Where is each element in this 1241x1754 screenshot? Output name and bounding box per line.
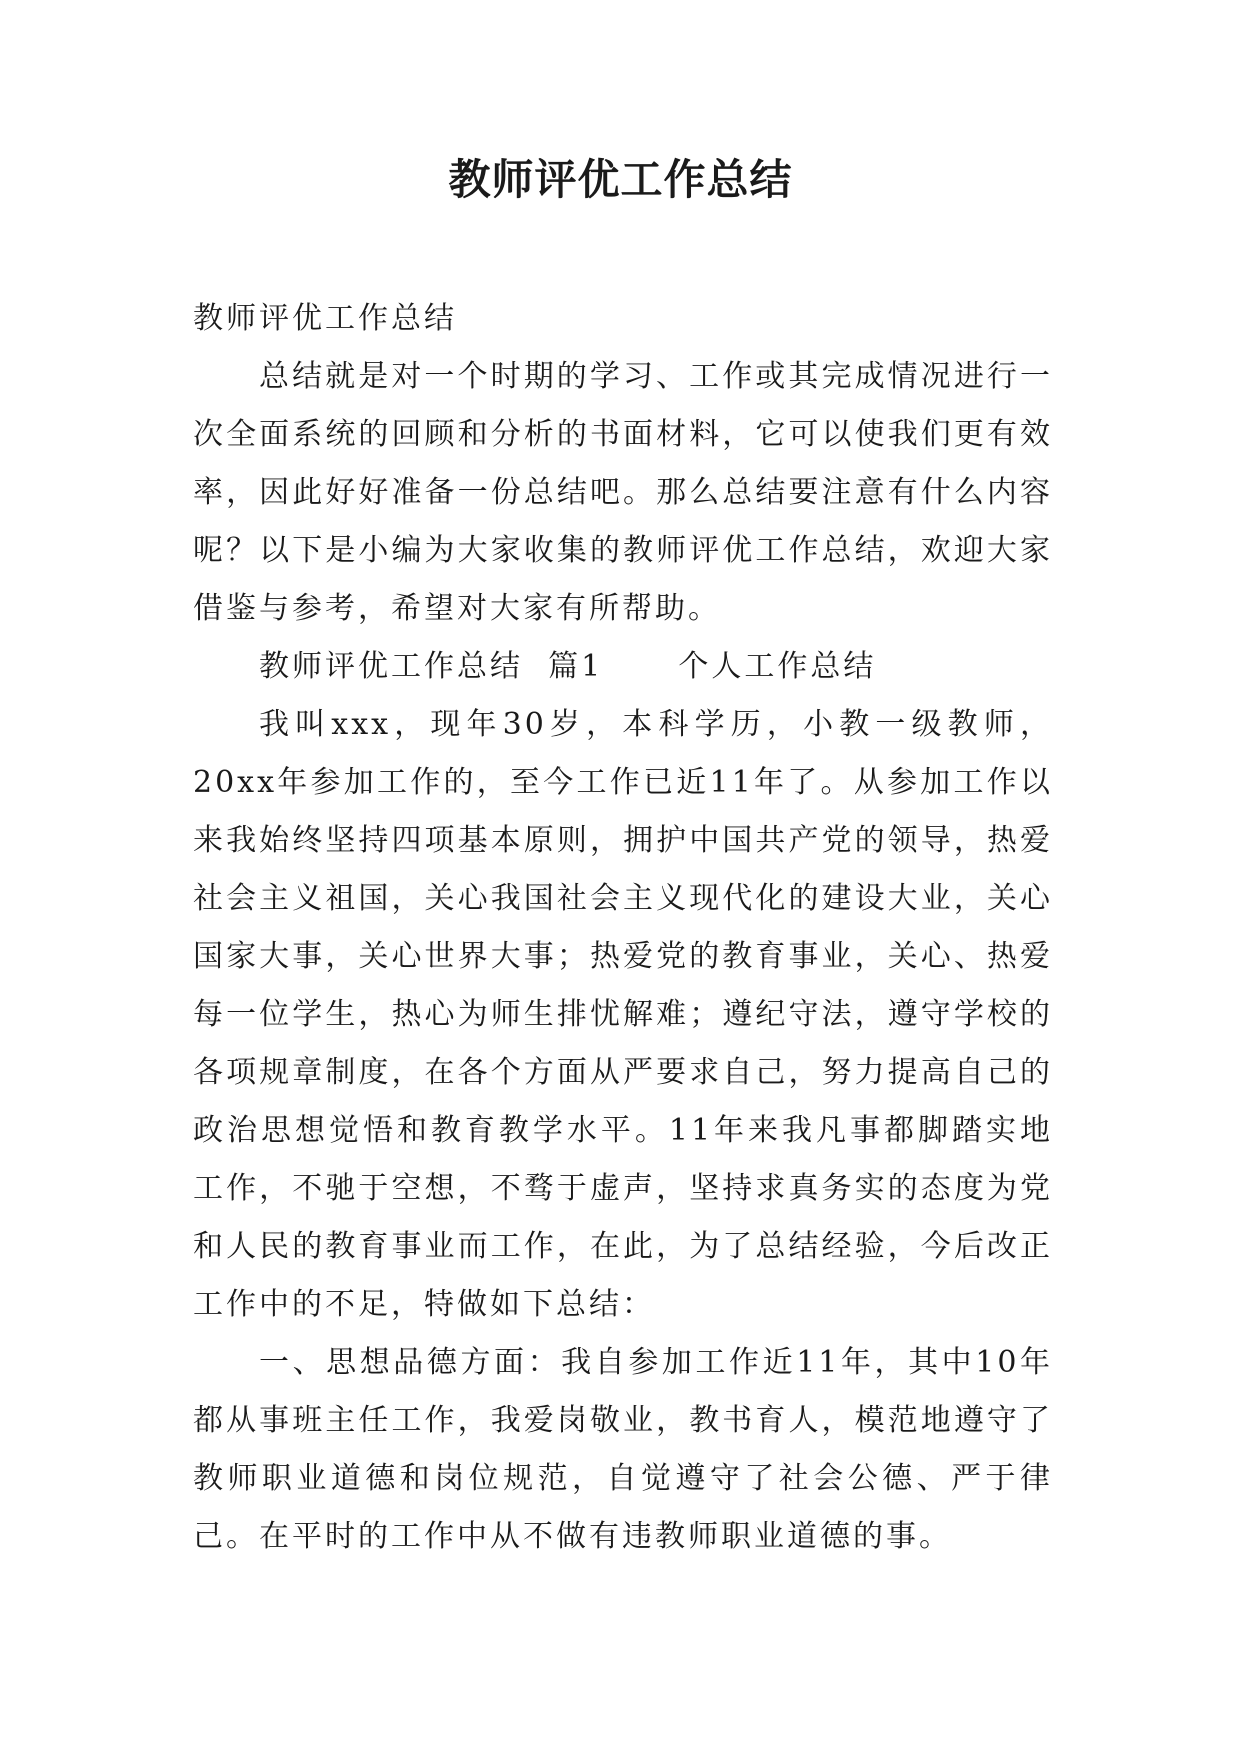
- body-paragraph: 一、思想品德方面：我自参加工作近11年，其中10年都从事班主任工作，我爱岗敬业，教书育人，模范地遵守了教师职业道德和岗位规范，自觉遵守了社会公德、严于律己。在平时的工作中从不做有违教师职业道德的事。: [193, 1345, 1053, 1554]
- document-subtitle: 教师评优工作总结: [193, 301, 457, 336]
- body-paragraph: 我叫xxx，现年30岁，本科学历，小教一级教师，20xx年参加工作的，至今工作已近11年了。从参加工作以来我始终坚持四项基本原则，拥护中国共产党的领导，热爱社会主义祖国，关心我国社会主义现代化的建设大业，关心国家大事，关心世界大事；热爱党的教育事业，关心、热爱每一位学生，热心为师生排忧解难；遵纪守法，遵守学校的各项规章制度，在各个方面从严要求自己，努力提高自己的政治思想觉悟和教育教学水平。11年来我凡事都脚踏实地工作，不驰于空想，不骛于虚声，坚持求真务实的态度为党和人民的教育事业而工作，在此，为了总结经验，今后改正工作中的不足，特做如下总结：: [193, 707, 1053, 1322]
- page-title: 教师评优工作总结: [448, 155, 793, 204]
- intro-paragraph: 总结就是对一个时期的学习、工作或其完成情况进行一次全面系统的回顾和分析的书面材料，它可以使我们更有效率，因此好好准备一份总结吧。那么总结要注意有什么内容呢？以下是小编为大家收集的教师评优工作总结，欢迎大家借鉴与参考，希望对大家有所帮助。: [193, 359, 1053, 626]
- section-heading: 教师评优工作总结 篇1 个人工作总结: [259, 649, 877, 684]
- document-body: [193, 290, 1053, 1566]
